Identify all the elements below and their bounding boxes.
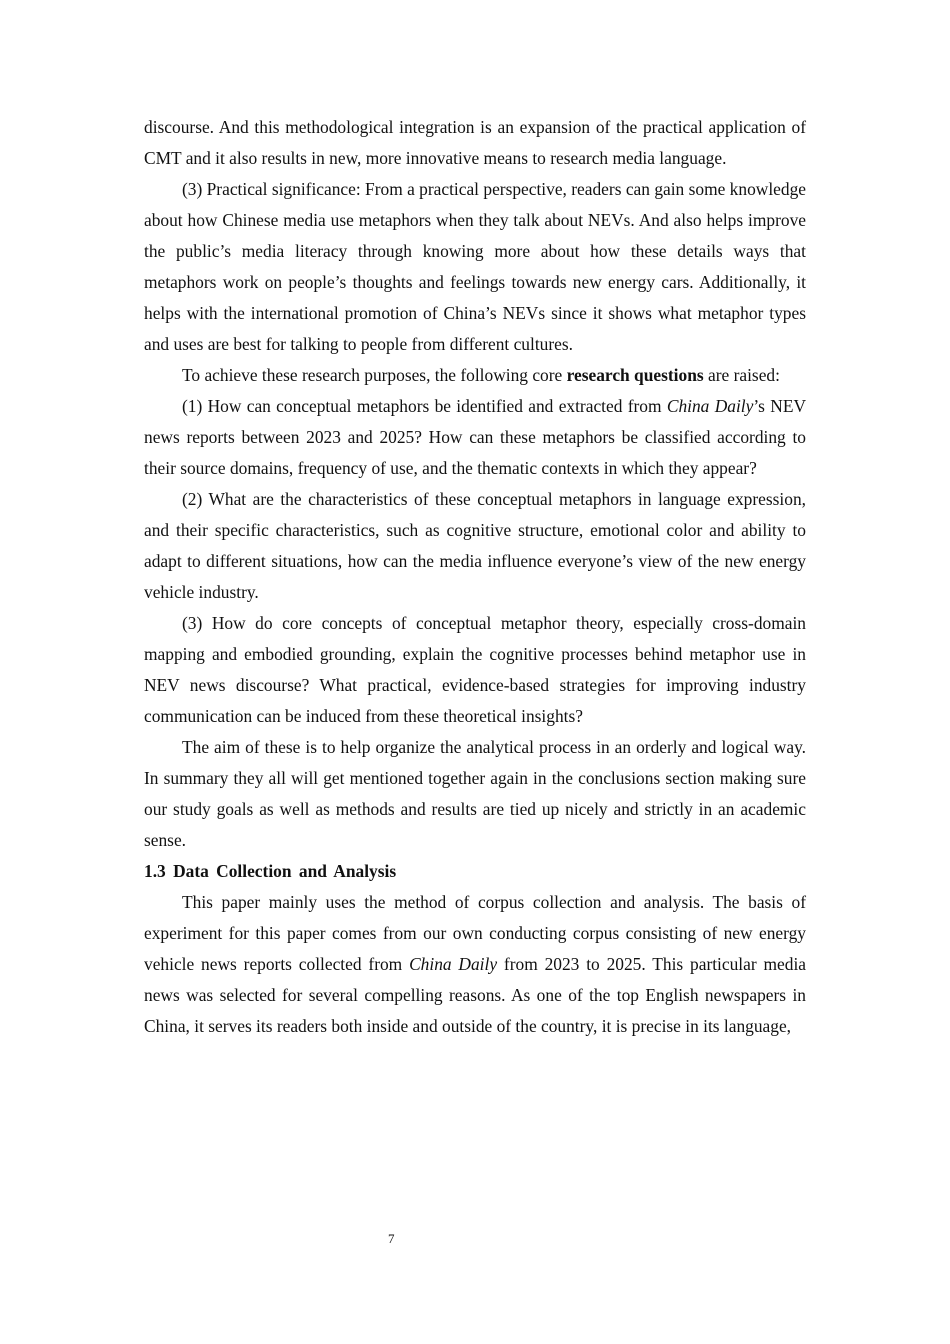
document-body <box>144 112 806 1042</box>
text-run: To achieve these research purposes, the following core <box>182 365 567 385</box>
research-question-3: (3) How do core concepts of conceptual metaphor theory, especially cross-domain mapping and embodied grounding, explain the cognitive processes behind metaphor use in NEV news discourse? What practical, evidence-based strategies for improving industry communication can be induced from these theoretical insights? <box>144 613 806 726</box>
paragraph-research-questions-intro <box>144 360 806 391</box>
bold-term: research questions <box>566 365 704 385</box>
paragraph-data-collection <box>144 887 806 1042</box>
research-question-1 <box>144 391 806 484</box>
section-heading: 1.3 Data Collection and Analysis <box>144 861 397 881</box>
page-number: 7 <box>388 1231 395 1246</box>
paragraph-aim: The aim of these is to help organize the analytical process in an orderly and logical way. In summary they all will get mentioned together again in the conclusions section making sure our study goals as well as methods and results are tied up nicely and strictly in an academic sense. <box>144 737 806 850</box>
text-run: ’s NEV news reports between 2023 and 2025? How can these metaphors be classified according to their source domains, frequency of use, and the thematic contexts in which they appear? <box>144 396 807 478</box>
paragraph-continuation: discourse. And this methodological integration is an expansion of the practical application of CMT and it also results in new, more innovative means to research media language. <box>144 117 806 168</box>
text-run: (1) How can conceptual metaphors be identified and extracted from <box>182 396 667 416</box>
text-run: are raised: <box>703 365 780 385</box>
italic-source-name: China Daily <box>409 954 498 974</box>
text-run: This paper mainly uses the method of corpus collection and analysis. The basis of experiment for this paper comes from our own conducting corpus consisting of new energy vehicle news reports collected from <box>144 892 806 974</box>
text-run: from 2023 to 2025. This particular media news was selected for several compelling reasons. As one of the top English newspapers in China, it serves its readers both inside and outside of the country, it is precise in its language, <box>144 954 806 1036</box>
italic-source-name: China Daily <box>666 396 754 416</box>
paragraph-practical-significance: (3) Practical significance: From a practical perspective, readers can gain some knowledge about how Chinese media use metaphors when they talk about NEVs. And also helps improve the public’s media literacy through knowing more about how these details ways that metaphors work on people’s thoughts and feelings towards new energy cars. Additionally, it helps with the international promotion of China’s NEVs since it shows what metaphor types and uses are best for talking to people from different cultures. <box>144 179 806 354</box>
research-question-2: (2) What are the characteristics of these conceptual metaphors in language expression, and their specific characteristics, such as cognitive structure, emotional color and ability to adapt to different situations, how can the media influence everyone’s view of the new energy vehicle industry. <box>144 489 806 602</box>
